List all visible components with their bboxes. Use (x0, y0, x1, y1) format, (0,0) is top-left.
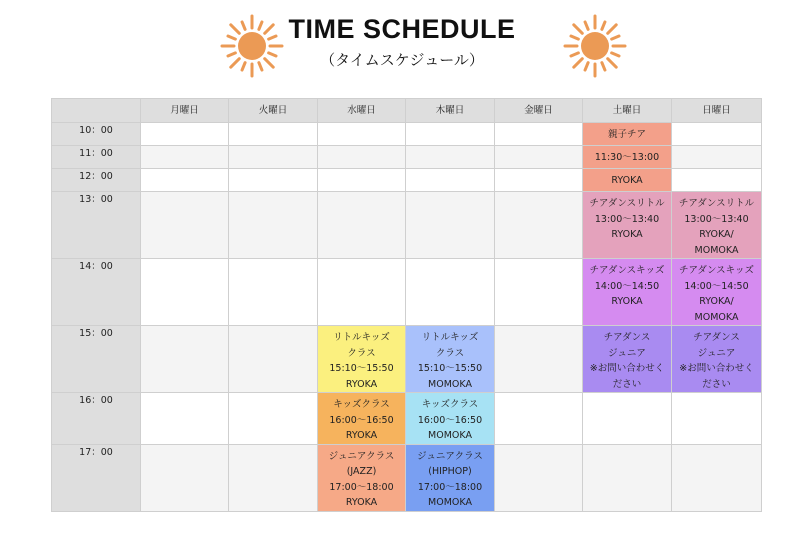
sun-ray (608, 59, 616, 67)
class-line: チアダンスキッズ (589, 265, 665, 276)
page-header (0, 0, 804, 90)
empty-cell (583, 393, 672, 445)
class-line: リトルキッズ (333, 332, 390, 343)
class-line: チアダンスリトル (589, 198, 665, 209)
class-line: 14:00〜14:50 (684, 280, 749, 292)
class-line: 15:10〜15:50 (329, 363, 394, 374)
time-label: 12：00 (52, 169, 141, 192)
corner-cell (52, 99, 141, 123)
class-text (672, 259, 761, 325)
empty-cell (672, 146, 762, 169)
class-line: 17:00〜18:00 (417, 481, 483, 493)
day-header-tue: 火曜日 (229, 99, 318, 123)
class-line: ジュニアクラス (417, 450, 483, 462)
empty-cell (406, 259, 495, 326)
class-line: RYOKA (345, 378, 378, 390)
empty-cell (141, 326, 229, 393)
class-text (318, 326, 405, 392)
sun-ray (602, 22, 605, 29)
empty-cell (229, 192, 318, 259)
empty-cell (229, 444, 318, 511)
empty-cell (406, 169, 495, 192)
time-label: 16：00 (52, 393, 141, 445)
class-text: 11:30〜13:00 (594, 152, 660, 163)
class-cell (406, 444, 495, 511)
class-text (406, 393, 494, 444)
empty-cell (229, 326, 318, 393)
time-row-12 (52, 169, 762, 192)
empty-cell (495, 169, 583, 192)
time-row-13 (52, 192, 762, 259)
empty-cell (229, 259, 318, 326)
empty-cell (141, 393, 229, 445)
empty-cell (495, 146, 583, 169)
page-subtitle: （タイムスケジュール） (320, 51, 484, 69)
class-line: 13:00〜13:40 (594, 213, 660, 225)
class-line: ださい (702, 378, 731, 390)
empty-cell (672, 444, 762, 511)
class-cell (406, 326, 495, 393)
class-line: リトルキッズ (421, 332, 479, 343)
empty-cell (229, 123, 318, 146)
class-line: (JAZZ) (346, 466, 377, 477)
class-cell (318, 444, 406, 511)
class-line: ※お問い合わせく (589, 363, 665, 374)
header-row (52, 99, 762, 123)
class-line: ※お問い合わせく (679, 363, 754, 374)
sun-ray (602, 63, 605, 70)
class-line: ジュニア (697, 347, 736, 359)
day-header-mon: 月曜日 (141, 99, 229, 123)
class-line: キッズクラス (333, 399, 390, 410)
empty-cell (495, 123, 583, 146)
class-line: RYOKA/ (699, 296, 734, 307)
class-cell (672, 326, 762, 393)
empty-cell (672, 169, 762, 192)
empty-cell (141, 259, 229, 326)
empty-cell (406, 146, 495, 169)
empty-cell (318, 146, 406, 169)
class-text: RYOKA (611, 175, 643, 186)
empty-cell (318, 259, 406, 326)
time-label: 15：00 (52, 326, 141, 393)
class-line: 15:10〜15:50 (417, 363, 483, 374)
class-line: MOMOKA (428, 497, 472, 508)
time-row-14 (52, 259, 762, 326)
class-line: RYOKA (345, 430, 378, 441)
time-label: 17：00 (52, 444, 141, 511)
class-line: MOMOKA (428, 430, 472, 441)
empty-cell (495, 259, 583, 326)
class-line: MOMOKA (428, 378, 472, 390)
day-header-fri: 金曜日 (495, 99, 583, 123)
empty-cell (141, 192, 229, 259)
class-cell (672, 259, 762, 326)
class-line: チアダンスリトル (678, 198, 755, 209)
class-cell-sat-parent-line2 (583, 146, 672, 169)
class-line: 16:00〜16:50 (329, 414, 394, 426)
day-header-wed: 水曜日 (318, 99, 406, 123)
sun-ray (585, 63, 588, 70)
empty-cell (672, 123, 762, 146)
time-label: 11：00 (52, 146, 141, 169)
empty-cell (318, 192, 406, 259)
sun-ray (612, 36, 619, 39)
empty-cell (141, 123, 229, 146)
empty-cell (583, 444, 672, 511)
empty-cell (229, 146, 318, 169)
sun-ray (574, 59, 582, 67)
time-label: 13：00 (52, 192, 141, 259)
empty-cell (318, 169, 406, 192)
class-line: ジュニアクラス (328, 450, 395, 462)
class-cell (406, 393, 495, 445)
class-text (318, 393, 405, 444)
class-line: クラス (435, 347, 465, 359)
time-row-15 (52, 326, 762, 393)
day-header-sun: 日曜日 (672, 99, 762, 123)
sun-ray (612, 53, 619, 56)
sun-ray (608, 25, 616, 33)
time-row-11 (52, 146, 762, 169)
class-line: RYOKA/ (699, 229, 734, 240)
class-line: RYOKA (345, 497, 378, 508)
sun-ray (585, 22, 588, 29)
schedule-table (51, 98, 762, 512)
class-text (583, 259, 671, 310)
sun-ray (571, 36, 578, 39)
class-line: 14:00〜14:50 (594, 280, 660, 292)
time-row-10 (52, 123, 762, 146)
class-line: MOMOKA (694, 244, 739, 256)
time-label: 14：00 (52, 259, 141, 326)
class-cell (583, 326, 672, 393)
empty-cell (495, 192, 583, 259)
class-cell-sat-parent-line3 (583, 169, 672, 192)
time-row-16 (52, 393, 762, 445)
class-cell-sat-parent-line1 (583, 123, 672, 146)
empty-cell (406, 192, 495, 259)
time-label: 10：00 (52, 123, 141, 146)
class-line: 16:00〜16:50 (417, 414, 483, 426)
empty-cell (406, 123, 495, 146)
class-line: 13:00〜13:40 (684, 213, 749, 225)
class-line: クラス (347, 347, 376, 359)
class-line: (HIPHOP) (428, 466, 472, 477)
empty-cell (672, 393, 762, 445)
empty-cell (229, 393, 318, 445)
class-line: チアダンス (603, 332, 651, 343)
empty-cell (141, 146, 229, 169)
time-row-17 (52, 444, 762, 511)
class-text (672, 326, 761, 392)
sun-icon (563, 14, 627, 78)
empty-cell (318, 123, 406, 146)
class-line: ジュニア (608, 347, 646, 359)
class-line: キッズクラス (421, 399, 479, 410)
class-line: チアダンスキッズ (679, 265, 754, 276)
class-line: RYOKA (611, 296, 643, 307)
class-line: チアダンス (693, 332, 740, 343)
empty-cell (229, 169, 318, 192)
class-cell (318, 393, 406, 445)
class-text: 親子チア (607, 129, 646, 140)
class-line: RYOKA (611, 229, 643, 240)
empty-cell (495, 393, 583, 445)
class-cell (583, 259, 672, 326)
class-text (583, 326, 671, 392)
class-text (406, 326, 494, 392)
day-header-sat: 土曜日 (583, 99, 672, 123)
sun-ray (571, 53, 578, 56)
class-line: MOMOKA (694, 311, 739, 323)
empty-cell (495, 444, 583, 511)
class-text (672, 192, 761, 258)
class-cell (672, 192, 762, 259)
class-line: ださい (612, 378, 642, 390)
empty-cell (141, 444, 229, 511)
class-text (406, 445, 494, 511)
empty-cell (495, 326, 583, 393)
day-header-thu: 木曜日 (406, 99, 495, 123)
sun-ray (574, 25, 582, 33)
empty-cell (141, 169, 229, 192)
page-title: TIME SCHEDULE (288, 14, 516, 44)
class-text (318, 445, 405, 511)
class-cell (583, 192, 672, 259)
class-cell (318, 326, 406, 393)
class-line: 17:00〜18:00 (329, 481, 394, 493)
class-text (583, 192, 671, 243)
